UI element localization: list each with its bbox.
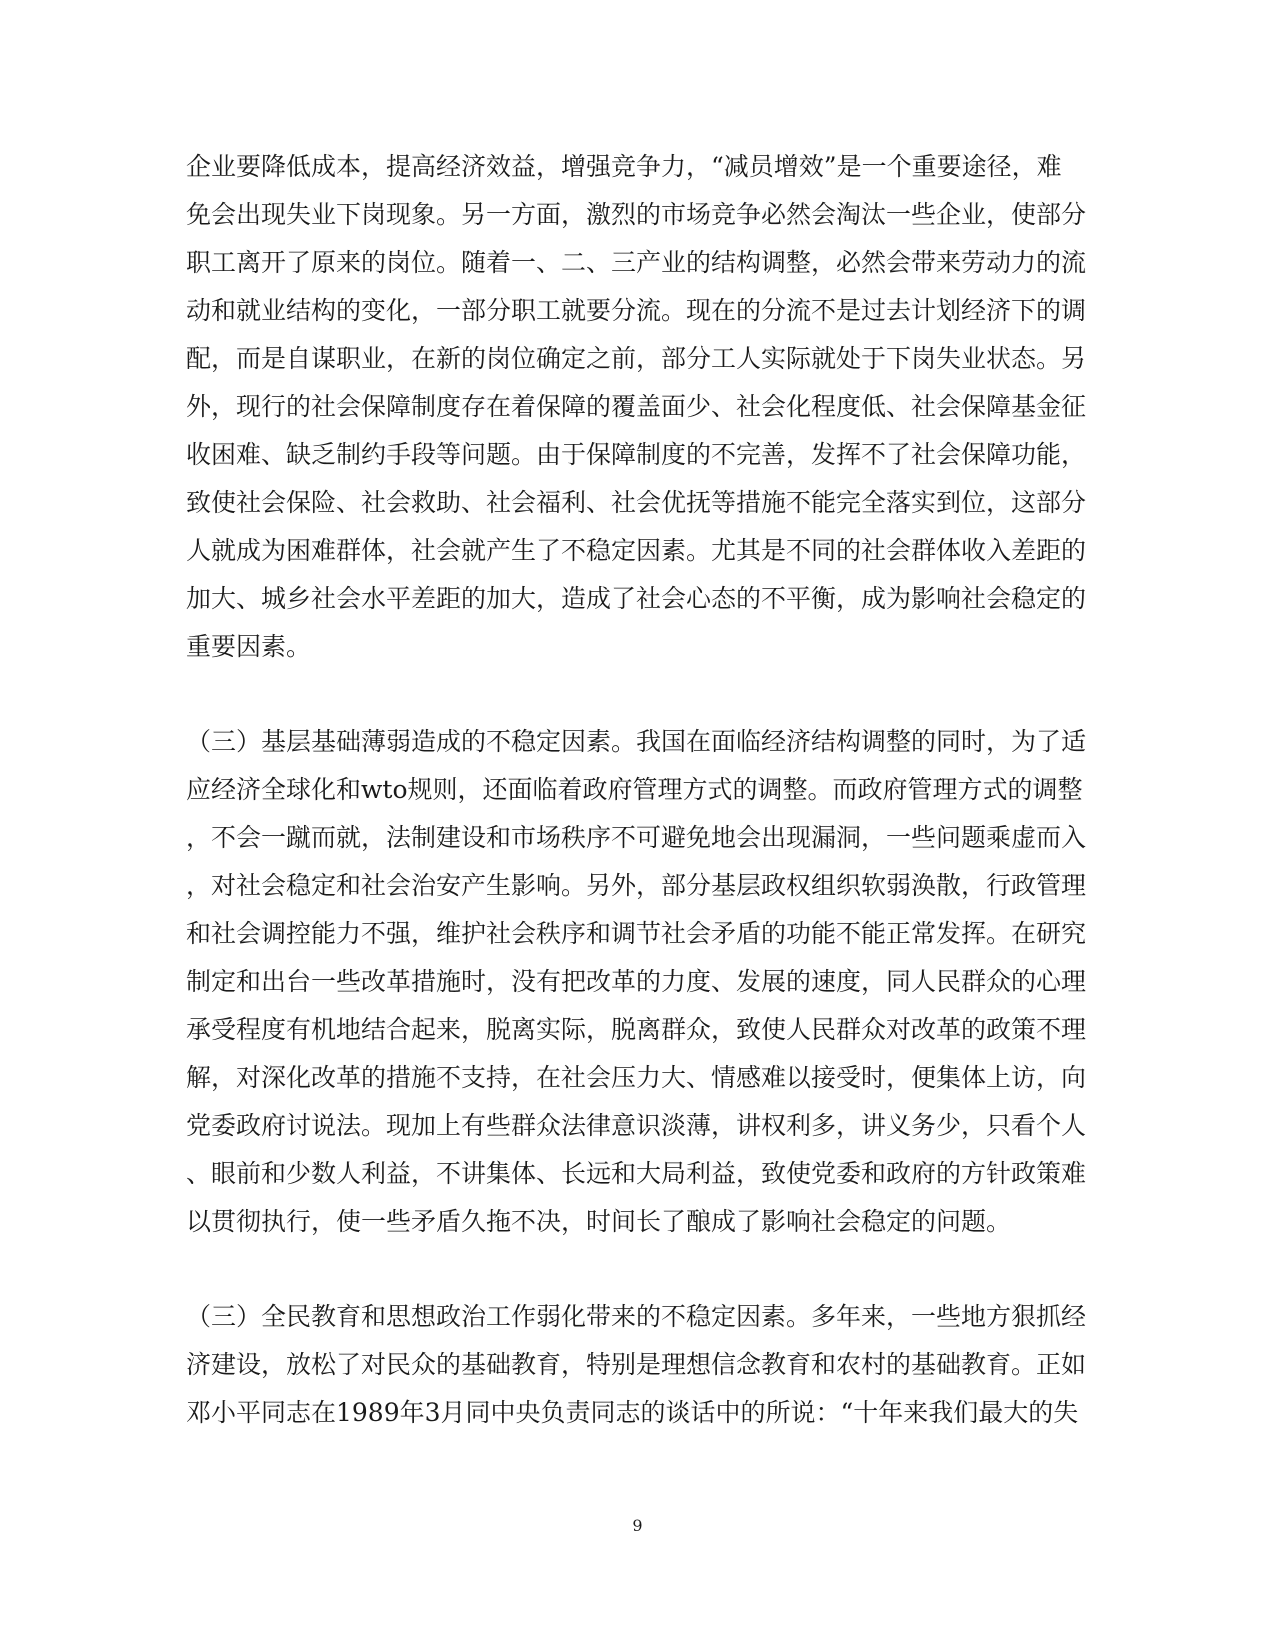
text-line: 加大、城乡社会水平差距的加大，造成了社会心态的不平衡，成为影响社会稳定的	[186, 584, 1087, 613]
text-line: 企业要降低成本，提高经济效益，增强竞争力，“减员增效”是一个重要途径，难	[186, 152, 1062, 181]
text-line: 收困难、缺乏制约手段等问题。由于保障制度的不完善，发挥不了社会保障功能，	[186, 440, 1087, 469]
text-line: 应经济全球化和wto规则，还面临着政府管理方式的调整。而政府管理方式的调整	[186, 775, 1083, 804]
text-line: 免会出现失业下岗现象。另一方面，激烈的市场竞争必然会淘汰一些企业，使部分	[186, 200, 1087, 229]
text-line: 解，对深化改革的措施不支持，在社会压力大、情感难以接受时，便集体上访，向	[186, 1063, 1087, 1092]
text-line: 职工离开了原来的岗位。随着一、二、三产业的结构调整，必然会带来劳动力的流	[186, 248, 1087, 277]
text-line: 制定和出台一些改革措施时，没有把改革的力度、发展的速度，同人民群众的心理	[186, 967, 1087, 996]
text-line: 外，现行的社会保障制度存在着保障的覆盖面少、社会化程度低、社会保障基金征	[186, 392, 1087, 421]
text-line: 邓小平同志在1989年3月同中央负责同志的谈话中的所说：“十年来我们最大的失	[186, 1398, 1079, 1427]
text-line: 、眼前和少数人利益，不讲集体、长远和大局利益，致使党委和政府的方针政策难	[186, 1159, 1087, 1188]
text-line: 重要因素。	[186, 632, 312, 661]
text-line: 人就成为困难群体，社会就产生了不稳定因素。尤其是不同的社会群体收入差距的	[186, 536, 1087, 565]
text-line: （三）全民教育和思想政治工作弱化带来的不稳定因素。多年来，一些地方狠抓经	[186, 1302, 1087, 1331]
text-line: 济建设，放松了对民众的基础教育，特别是理想信念教育和农村的基础教育。正如	[186, 1350, 1087, 1379]
text-line: 配，而是自谋职业，在新的岗位确定之前，部分工人实际就处于下岗失业状态。另	[186, 344, 1087, 373]
text-line: （三）基层基础薄弱造成的不稳定因素。我国在面临经济结构调整的同时，为了适	[186, 727, 1087, 756]
page-number: 9	[632, 1516, 643, 1535]
text-line: 致使社会保险、社会救助、社会福利、社会优抚等措施不能完全落实到位，这部分	[186, 488, 1087, 517]
text-line: ，对社会稳定和社会治安产生影响。另外，部分基层政权组织软弱涣散，行政管理	[186, 871, 1087, 900]
text-line: 动和就业结构的变化，一部分职工就要分流。现在的分流不是过去计划经济下的调	[186, 296, 1087, 325]
text-line: 承受程度有机地结合起来，脱离实际，脱离群众，致使人民群众对改革的政策不理	[186, 1015, 1087, 1044]
text-line: 党委政府讨说法。现加上有些群众法律意识淡薄，讲权利多，讲义务少，只看个人	[186, 1111, 1087, 1140]
text-line: 和社会调控能力不强，维护社会秩序和调节社会矛盾的功能不能正常发挥。在研究	[186, 919, 1087, 948]
text-line: 以贯彻执行，使一些矛盾久拖不决，时间长了酿成了影响社会稳定的问题。	[186, 1207, 1012, 1236]
text-line: ，不会一蹴而就，法制建设和市场秩序不可避免地会出现漏洞，一些问题乘虚而入	[186, 823, 1087, 852]
